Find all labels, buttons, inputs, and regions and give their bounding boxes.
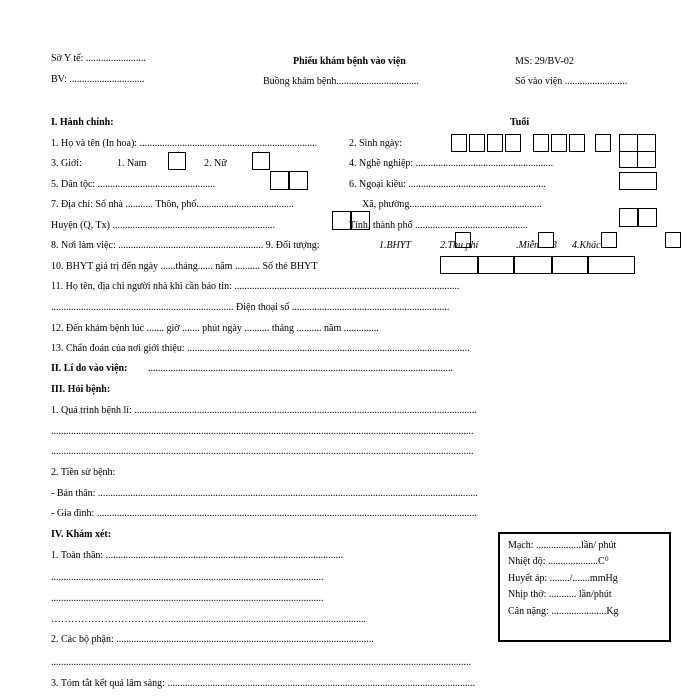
form-code: MS: 29/BV-02 bbox=[515, 56, 574, 67]
kham-xet-heading: IV. Khám xét: bbox=[51, 529, 112, 540]
doi-tuong-khac: 4.Khác bbox=[572, 240, 601, 251]
birth-date-box[interactable] bbox=[505, 134, 521, 152]
dan-toc-code-box[interactable] bbox=[270, 171, 289, 190]
can-nang-field[interactable]: Cân nặng: ......................Kg bbox=[508, 606, 619, 617]
so-vao-vien-label: Số vào viện ......................... bbox=[515, 76, 628, 87]
nu-checkbox[interactable] bbox=[252, 152, 270, 170]
buong-kham-label: Buồng khám bệnh................................. bbox=[263, 76, 419, 87]
mien-number: 3 bbox=[552, 240, 557, 251]
tien-su-benh-label: 2. Tiền sử bệnh: bbox=[51, 467, 116, 478]
toan-than-field[interactable]: 1. Toàn thân: ............................................................................................... bbox=[51, 550, 344, 561]
tinh-code-box[interactable] bbox=[619, 208, 638, 227]
tuoi-label: Tuổi bbox=[510, 117, 530, 128]
huyet-ap-field[interactable]: Huyết áp: ......../.......mmHg bbox=[508, 573, 618, 584]
mach-field[interactable]: Mạch: ..................lần/ phút bbox=[508, 540, 617, 551]
tinh-code-box[interactable] bbox=[638, 208, 657, 227]
ly-do-vao-vien-field[interactable]: .......................................................................................................................... bbox=[148, 363, 453, 374]
birth-date-box[interactable] bbox=[569, 134, 585, 152]
so-the-bhyt-box[interactable] bbox=[588, 256, 635, 274]
nghe-nghiep-code-box[interactable] bbox=[619, 172, 657, 190]
tom-tat-ket-qua-field[interactable]: 3. Tóm tắt kết quả lâm sàng: ........................................................................................................................... bbox=[51, 678, 475, 689]
thu-phi-checkbox[interactable] bbox=[455, 232, 471, 248]
age-box[interactable] bbox=[619, 134, 638, 152]
gioi-label: 3. Giới: bbox=[51, 158, 82, 169]
huyen-field[interactable]: Huyện (Q, Tx) ................................................................. bbox=[51, 220, 275, 231]
age-box[interactable] bbox=[637, 151, 656, 168]
form-title: Phiếu khám bệnh vào viện bbox=[293, 56, 406, 67]
birth-date-box[interactable] bbox=[551, 134, 567, 152]
birth-date-box[interactable] bbox=[533, 134, 549, 152]
gia-dinh-field[interactable]: - Gia đình: ........................................................................................................................................................ bbox=[51, 508, 477, 519]
ho-ten-field[interactable]: 1. Họ và tên (In hoa): ....................................................................... bbox=[51, 138, 318, 149]
cac-bo-phan-line[interactable]: ........................................................................................................................................................................ bbox=[51, 657, 471, 668]
toan-than-line[interactable]: ……………………………….............................................................................. bbox=[51, 614, 366, 625]
khac-checkbox[interactable] bbox=[601, 232, 617, 248]
dien-thoai-field[interactable]: ......................................................................... Điện thoại số ............................................................... bbox=[51, 302, 450, 313]
xa-phuong-field[interactable]: Xã, phường..................................................... bbox=[362, 199, 542, 210]
so-the-bhyt-box[interactable] bbox=[514, 256, 552, 274]
doi-tuong-bhyt: 1.BHYT bbox=[379, 240, 411, 251]
section-hanh-chinh-heading: I. Hành chính: bbox=[51, 117, 114, 128]
nam-checkbox[interactable] bbox=[168, 152, 186, 170]
toan-than-line[interactable]: ............................................................................................................. bbox=[51, 572, 324, 583]
mien-checkbox[interactable] bbox=[538, 232, 554, 248]
nguoi-nha-field[interactable]: 11. Họ tên, địa chỉ người nhà khi cần báo tin: .......................................................................................... bbox=[51, 281, 460, 292]
tinh-field[interactable]: Tỉnh, thành phố ............................................. bbox=[349, 220, 528, 231]
ban-than-field[interactable]: - Bản thân: ........................................................................................................................................................ bbox=[51, 488, 478, 499]
qua-trinh-line[interactable]: ......................................................................................................................................................................... bbox=[51, 446, 474, 457]
qua-trinh-line[interactable]: ......................................................................................................................................................................... bbox=[51, 426, 474, 437]
birth-date-box[interactable] bbox=[595, 134, 611, 152]
birth-date-box[interactable] bbox=[451, 134, 467, 152]
toan-than-line[interactable]: ............................................................................................................. bbox=[51, 593, 324, 604]
birth-date-box[interactable] bbox=[487, 134, 503, 152]
doi-tuong-thu-phi: 2.Thu phí bbox=[440, 240, 479, 251]
so-the-bhyt-box[interactable] bbox=[552, 256, 588, 274]
den-kham-field[interactable]: 12. Đến khám bệnh lúc ....... giờ ....... phút ngày .......... tháng .......... năm .............. bbox=[51, 323, 379, 334]
age-box[interactable] bbox=[619, 151, 638, 168]
dan-toc-code-box[interactable] bbox=[289, 171, 308, 190]
cac-bo-phan-field[interactable]: 2. Các bộ phận: ....................................................................................................... bbox=[51, 634, 374, 645]
noi-lam-viec-field[interactable]: 8. Nơi làm việc: .......................................................... 9. Đối tượng: bbox=[51, 240, 320, 251]
nghe-nghiep-field[interactable]: 4. Nghề nghiệp: ....................................................... bbox=[349, 158, 554, 169]
doi-tuong-mien: .Miễn bbox=[516, 240, 540, 251]
nhiet-do-field[interactable]: Nhiệt độ: ....................C⁰ bbox=[508, 556, 609, 567]
ly-do-vao-vien-heading: II. Lí do vào viện: bbox=[51, 363, 128, 374]
nu-label: 2. Nữ bbox=[204, 158, 227, 169]
so-the-bhyt-box[interactable] bbox=[440, 256, 478, 274]
so-the-bhyt-box[interactable] bbox=[478, 256, 514, 274]
doi-tuong-result-box[interactable] bbox=[665, 232, 681, 248]
ngoai-kieu-field[interactable]: 6. Ngoại kiều: ....................................................... bbox=[349, 179, 546, 190]
bv-label: BV: .............................. bbox=[51, 74, 145, 85]
birth-date-box[interactable] bbox=[469, 134, 485, 152]
nhip-tho-field[interactable]: Nhịp thở: ........... lần/phút bbox=[508, 589, 612, 600]
sinh-ngay-label: 2. Sinh ngày: bbox=[349, 138, 403, 149]
chan-doan-field[interactable]: 13. Chẩn đoán của nơi giới thiệu: ................................................................................................................. bbox=[51, 343, 470, 354]
hoi-benh-heading: III. Hỏi bệnh: bbox=[51, 384, 111, 395]
qua-trinh-benh-li-field[interactable]: 1. Quá trình bệnh lí: ......................................................................................................................................... bbox=[51, 405, 477, 416]
dia-chi-field[interactable]: 7. Địa chỉ: Số nhà ........... Thôn, phố....................................... bbox=[51, 199, 294, 210]
dan-toc-field[interactable]: 5. Dân tộc: ............................................... bbox=[51, 179, 216, 190]
nam-label: 1. Nam bbox=[117, 158, 147, 169]
age-box[interactable] bbox=[637, 134, 656, 152]
bhyt-gia-tri-field[interactable]: 10. BHYT giá trị đến ngày ......tháng...... năm .......... Số thẻ BHYT bbox=[51, 261, 318, 272]
so-y-te-label: Sở Y tế: ........................ bbox=[51, 53, 146, 64]
